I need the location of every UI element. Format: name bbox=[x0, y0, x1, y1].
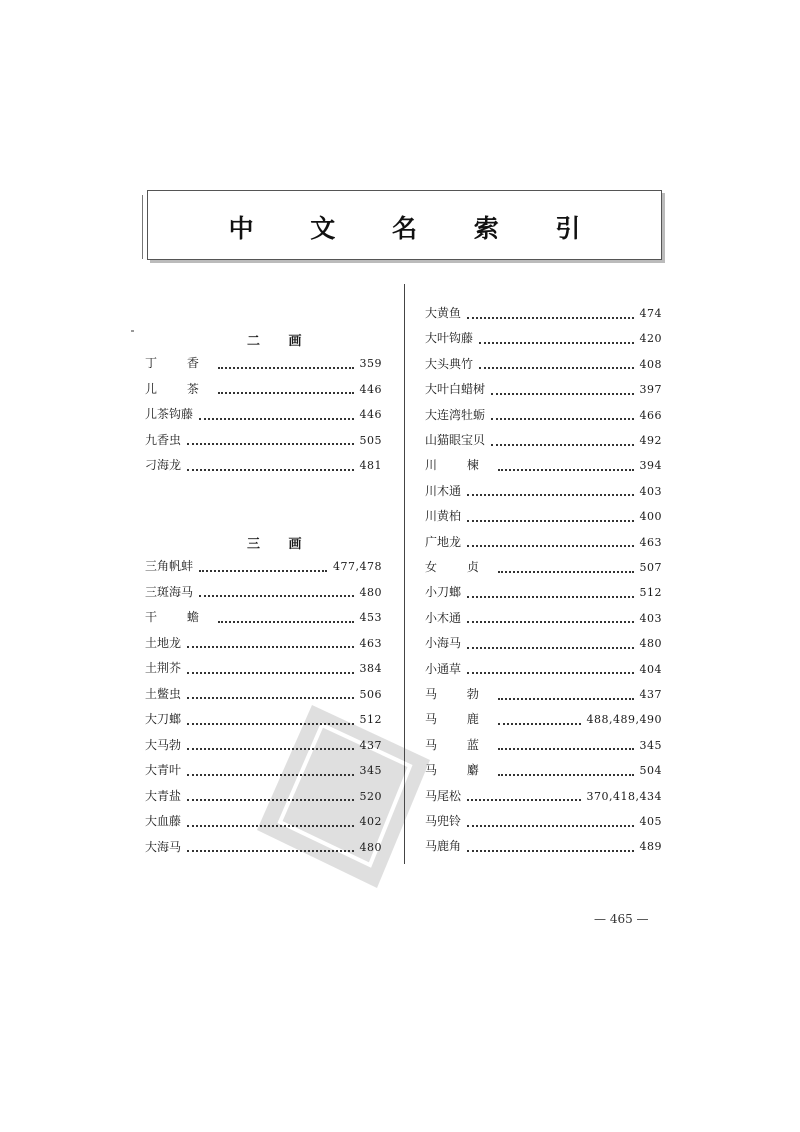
entry-name: 土鳖虫 bbox=[145, 686, 182, 701]
entry-page-number: 512 bbox=[639, 586, 662, 600]
dot-leader bbox=[491, 435, 633, 446]
index-entry bbox=[425, 812, 662, 830]
index-entry bbox=[145, 354, 382, 372]
entry-page-number: 404 bbox=[639, 662, 662, 676]
entry-page-number: 345 bbox=[359, 764, 382, 777]
index-entry bbox=[425, 660, 662, 678]
entry-page-number: 507 bbox=[639, 561, 662, 574]
index-entry bbox=[425, 431, 662, 449]
entry-page-number: 463 bbox=[639, 535, 662, 549]
dot-leader bbox=[199, 409, 353, 420]
entry-name: 三角帆蚌 bbox=[145, 559, 194, 573]
dot-leader bbox=[187, 663, 353, 674]
index-entry bbox=[425, 710, 662, 728]
dot-leader bbox=[491, 384, 633, 395]
entry-name: 马兜铃 bbox=[425, 814, 462, 828]
dot-leader bbox=[467, 536, 633, 547]
entry-name: 儿 茶 bbox=[145, 381, 212, 396]
index-entry bbox=[425, 482, 662, 500]
entry-name: 大连湾牡蛎 bbox=[425, 407, 486, 422]
entry-name: 马 麝 bbox=[425, 763, 492, 778]
dot-leader bbox=[199, 586, 353, 597]
entry-name: 马 蓝 bbox=[425, 737, 492, 752]
dot-leader bbox=[218, 612, 354, 623]
dot-leader bbox=[218, 358, 354, 369]
entry-page-number: 370,418,434 bbox=[586, 789, 662, 803]
entry-page-number: 512 bbox=[359, 713, 382, 726]
index-entry bbox=[145, 431, 382, 449]
index-entry bbox=[425, 380, 662, 398]
index-entry bbox=[145, 405, 382, 423]
stroke-count-heading: 二 画 bbox=[247, 334, 314, 349]
page-title: 中 文 名 索 引 bbox=[228, 214, 605, 243]
entry-page-number: 446 bbox=[359, 382, 382, 396]
index-entry bbox=[425, 533, 662, 551]
entry-name: 山猫眼宝贝 bbox=[425, 433, 486, 447]
entry-name: 川木通 bbox=[425, 483, 462, 498]
entry-name: 大刀螂 bbox=[145, 712, 182, 726]
entry-page-number: 345 bbox=[639, 738, 662, 752]
dot-leader bbox=[491, 409, 633, 420]
entry-page-number: 446 bbox=[359, 408, 382, 421]
entry-name: 小木通 bbox=[425, 610, 462, 625]
dot-leader bbox=[467, 308, 633, 319]
index-entry bbox=[145, 736, 382, 754]
entry-page-number: 453 bbox=[359, 611, 382, 624]
index-entry bbox=[145, 838, 382, 856]
entry-name: 大黄鱼 bbox=[425, 306, 462, 320]
entry-page-number: 403 bbox=[639, 611, 662, 625]
dot-leader bbox=[187, 460, 353, 471]
dot-leader bbox=[479, 358, 633, 369]
entry-page-number: 480 bbox=[639, 637, 662, 651]
index-entry bbox=[145, 608, 382, 626]
dot-leader bbox=[498, 689, 634, 700]
dot-leader bbox=[187, 637, 353, 648]
index-entry bbox=[425, 837, 662, 855]
entry-page-number: 480 bbox=[359, 840, 382, 854]
dot-leader bbox=[467, 841, 633, 852]
entry-page-number: 437 bbox=[359, 738, 382, 752]
dot-leader bbox=[479, 333, 633, 344]
index-entry bbox=[145, 710, 382, 728]
dot-leader bbox=[187, 739, 353, 750]
index-entry bbox=[145, 685, 382, 703]
index-entry bbox=[425, 304, 662, 322]
dot-leader bbox=[187, 714, 353, 725]
entry-page-number: 506 bbox=[359, 687, 382, 701]
index-entry bbox=[425, 355, 662, 373]
index-entry bbox=[145, 659, 382, 677]
entry-name: 儿茶钩藤 bbox=[145, 407, 194, 421]
index-entry bbox=[425, 736, 662, 754]
entry-page-number: 481 bbox=[359, 459, 382, 472]
entry-page-number: 403 bbox=[639, 484, 662, 498]
entry-page-number: 520 bbox=[359, 789, 382, 803]
entry-page-number: 474 bbox=[639, 307, 662, 320]
stroke-count-heading: 三 画 bbox=[247, 537, 314, 552]
dot-leader bbox=[467, 587, 633, 598]
entry-name: 小通草 bbox=[425, 661, 462, 676]
entry-page-number: 384 bbox=[359, 662, 382, 675]
entry-page-number: 408 bbox=[639, 357, 662, 371]
dot-leader bbox=[498, 739, 634, 750]
dot-leader bbox=[467, 816, 633, 827]
index-entry bbox=[425, 685, 662, 703]
entry-name: 马 勃 bbox=[425, 687, 492, 701]
entry-name: 干 蟾 bbox=[145, 610, 212, 624]
entry-name: 川 楝 bbox=[425, 458, 492, 473]
dot-leader bbox=[498, 714, 581, 725]
entry-page-number: 477,478 bbox=[333, 560, 382, 573]
entry-name: 大叶钩藤 bbox=[425, 331, 474, 346]
entry-name: 三斑海马 bbox=[145, 584, 194, 599]
index-entry bbox=[425, 761, 662, 779]
dot-leader bbox=[498, 765, 634, 776]
dot-leader bbox=[187, 434, 353, 445]
index-entry bbox=[145, 456, 382, 474]
entry-page-number: 437 bbox=[639, 688, 662, 701]
index-entry bbox=[425, 456, 662, 474]
index-entry bbox=[425, 609, 662, 627]
entry-page-number: 488,489,490 bbox=[586, 713, 662, 727]
entry-name: 女 贞 bbox=[425, 560, 492, 574]
dot-leader bbox=[187, 688, 353, 699]
index-entry bbox=[145, 380, 382, 398]
index-entry bbox=[425, 634, 662, 652]
dot-leader bbox=[187, 790, 353, 801]
index-entry bbox=[145, 812, 382, 830]
dot-leader bbox=[467, 663, 633, 674]
entry-page-number: 505 bbox=[359, 433, 382, 447]
entry-page-number: 492 bbox=[639, 434, 662, 447]
index-entry bbox=[145, 634, 382, 652]
dot-leader bbox=[467, 612, 633, 623]
index-entry bbox=[425, 329, 662, 347]
index-entry bbox=[425, 507, 662, 525]
entry-page-number: 504 bbox=[639, 764, 662, 778]
entry-name: 大血藤 bbox=[145, 814, 182, 828]
dot-leader bbox=[498, 562, 634, 573]
entry-name: 土荆芥 bbox=[145, 661, 182, 675]
dot-leader bbox=[187, 765, 353, 776]
dot-leader bbox=[498, 460, 634, 471]
index-entry bbox=[145, 557, 382, 575]
entry-page-number: 420 bbox=[639, 332, 662, 346]
dot-leader bbox=[187, 816, 353, 827]
dot-leader bbox=[187, 841, 353, 852]
entry-name: 大青叶 bbox=[145, 763, 182, 777]
index-entry bbox=[145, 583, 382, 601]
entry-page-number: 463 bbox=[359, 636, 382, 650]
entry-name: 大叶白蜡树 bbox=[425, 382, 486, 397]
entry-page-number: 405 bbox=[639, 815, 662, 828]
entry-name: 大马勃 bbox=[145, 737, 182, 752]
entry-page-number: 480 bbox=[359, 585, 382, 599]
entry-name: 小刀螂 bbox=[425, 585, 462, 600]
dot-leader bbox=[218, 383, 354, 394]
title-box bbox=[147, 190, 662, 260]
title-box-rule bbox=[142, 195, 143, 259]
entry-page-number: 402 bbox=[359, 815, 382, 828]
entry-name: 大海马 bbox=[145, 839, 182, 854]
dot-leader bbox=[467, 638, 633, 649]
index-entry bbox=[425, 583, 662, 601]
dot-leader bbox=[199, 561, 327, 572]
entry-name: 刁海龙 bbox=[145, 458, 182, 472]
entry-page-number: 397 bbox=[639, 383, 662, 397]
entry-page-number: 466 bbox=[639, 408, 662, 422]
entry-name: 九香虫 bbox=[145, 432, 182, 447]
entry-name: 马尾松 bbox=[425, 788, 462, 803]
dot-leader bbox=[467, 485, 633, 496]
entry-name: 大头典竹 bbox=[425, 356, 474, 371]
entry-name: 土地龙 bbox=[145, 635, 182, 650]
entry-name: 广地龙 bbox=[425, 534, 462, 549]
entry-name: 小海马 bbox=[425, 636, 462, 651]
page-number: — 465 — bbox=[594, 912, 649, 926]
index-entry bbox=[425, 558, 662, 576]
index-entry bbox=[425, 787, 662, 805]
entry-name: 马 鹿 bbox=[425, 712, 492, 727]
entry-page-number: 359 bbox=[359, 357, 382, 370]
scan-mark bbox=[131, 330, 134, 332]
entry-name: 马鹿角 bbox=[425, 839, 462, 854]
entry-page-number: 489 bbox=[639, 840, 662, 854]
entry-name: 大青盐 bbox=[145, 788, 182, 803]
index-entry bbox=[425, 406, 662, 424]
dot-leader bbox=[467, 790, 581, 801]
entry-name: 川黄柏 bbox=[425, 509, 462, 524]
entry-name: 丁 香 bbox=[145, 356, 212, 370]
dot-leader bbox=[467, 511, 633, 522]
entry-page-number: 394 bbox=[639, 459, 662, 473]
index-entry bbox=[145, 761, 382, 779]
index-entry bbox=[145, 787, 382, 805]
entry-page-number: 400 bbox=[639, 510, 662, 524]
